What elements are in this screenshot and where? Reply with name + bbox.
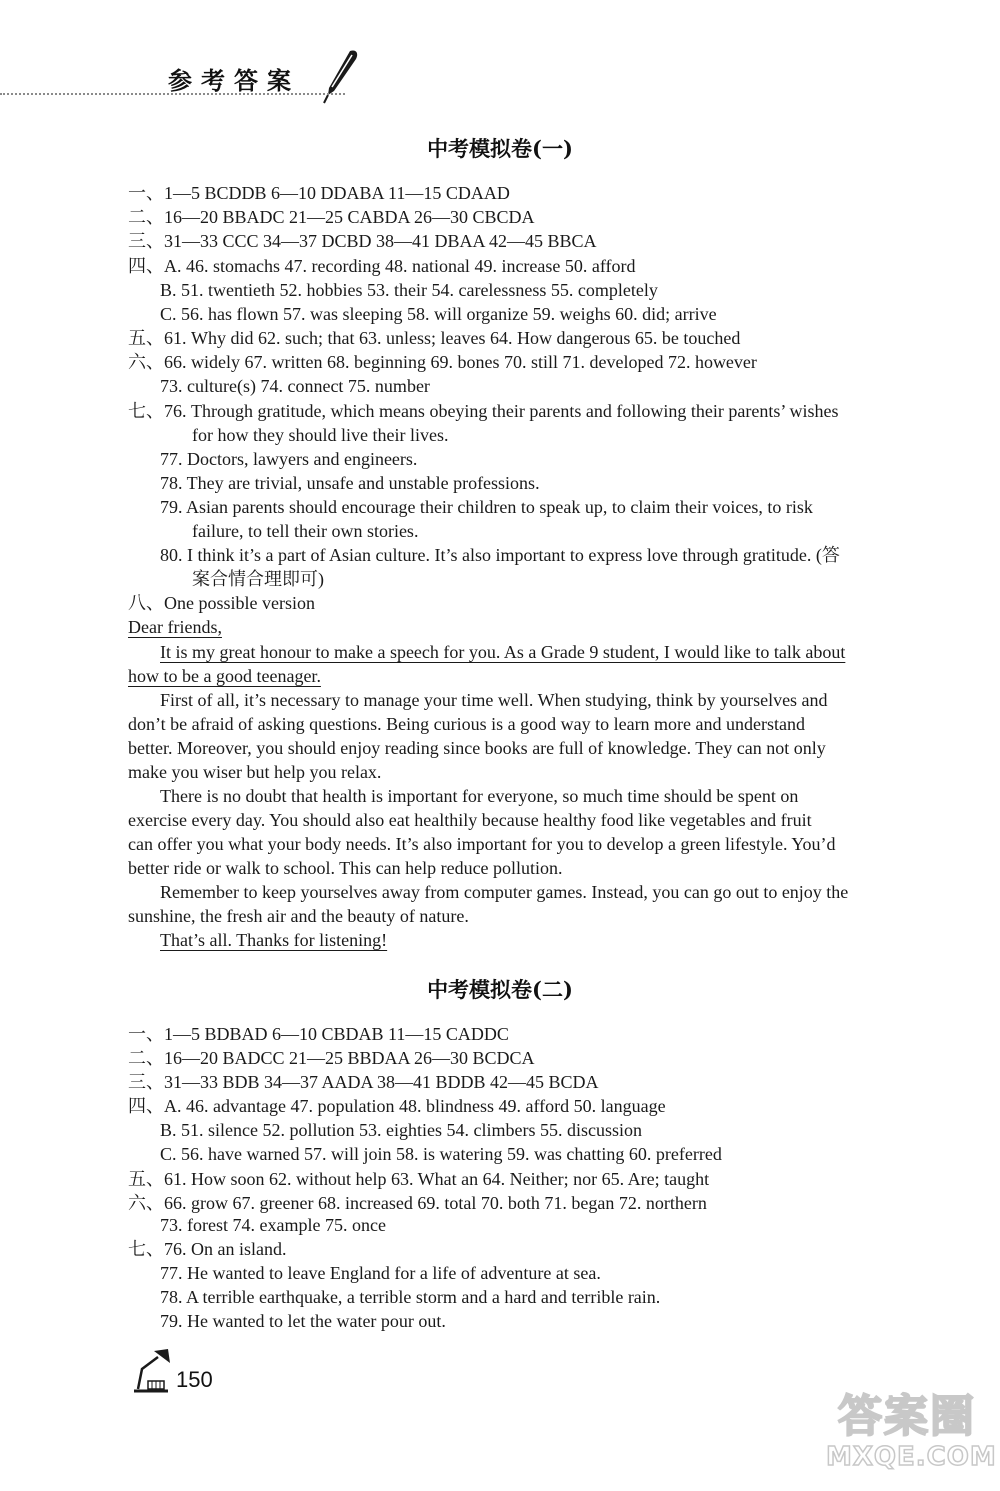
answer-line: 79. He wanted to let the water pour out. — [160, 1311, 446, 1331]
answer-line: 四、A. 46. stomachs 47. recording 48. national 49. increase 50. afford — [128, 256, 636, 276]
essay-line: There is no doubt that health is important for everyone, so much time should be spent on — [160, 786, 799, 806]
essay-line: better. Moreover, you should enjoy reading since books are full of knowledge. They can not only — [128, 738, 826, 758]
answer-line: 三、31—33 CCC 34—37 DCBD 38—41 DBAA 42—45 BBCA — [128, 231, 597, 251]
answer-line: 五、61. Why did 62. such; that 63. unless; leaves 64. How dangerous 65. be touched — [128, 328, 741, 348]
answer-line: 77. He wanted to leave England for a life of adventure at sea. — [160, 1263, 601, 1283]
essay-line: It is my great honour to make a speech for you. As a Grade 9 student, I would like to talk about — [160, 642, 846, 662]
answer-line: for how they should live their lives. — [192, 425, 449, 445]
watermark-site: MXQE.COM — [826, 1442, 997, 1472]
answer-line: B. 51. twentieth 52. hobbies 53. their 54. carelessness 55. completely — [160, 280, 658, 300]
header-title: 参考答案 — [168, 67, 300, 95]
answer-line: 二、16—20 BADCC 21—25 BBDAA 26—30 BCDCA — [128, 1048, 535, 1068]
answer-line: C. 56. has flown 57. was sleeping 58. will organize 59. weighs 60. did; arrive — [160, 304, 717, 324]
answer-line: C. 56. have warned 57. will join 58. is watering 59. was chatting 60. preferred — [160, 1144, 722, 1164]
answer-line: 八、One possible version — [128, 593, 315, 613]
header-divider — [0, 93, 345, 95]
answer-line: 73. forest 74. example 75. once — [160, 1215, 386, 1235]
essay-line: First of all, it’s necessary to manage your time well. When studying, think by yourselves and — [160, 690, 828, 710]
answer-line: failure, to tell their own stories. — [192, 521, 419, 541]
answer-line: 79. Asian parents should encourage their children to speak up, to claim their voices, to risk — [160, 497, 813, 517]
answer-line: 四、A. 46. advantage 47. population 48. blindness 49. afford 50. language — [128, 1096, 666, 1116]
answer-line: 五、61. How soon 62. without help 63. What an 64. Neither; nor 65. Are; taught — [128, 1169, 710, 1189]
answer-line: 一、1—5 BDBAD 6—10 CBDAB 11—15 CADDC — [128, 1024, 509, 1044]
essay-line: Remember to keep yourselves away from computer games. Instead, you can go out to enjoy the — [160, 882, 849, 902]
page-number: 150 — [176, 1367, 213, 1392]
essay-line: can offer you what your body needs. It’s also important for you to develop a green lifestyle. You’d — [128, 834, 836, 854]
answer-line: B. 51. silence 52. pollution 53. eighties 54. climbers 55. discussion — [160, 1120, 642, 1140]
pen-icon — [312, 47, 362, 107]
answer-line: 73. culture(s) 74. connect 75. number — [160, 376, 430, 396]
site-watermark — [826, 1380, 996, 1488]
answer-line: 77. Doctors, lawyers and engineers. — [160, 449, 418, 469]
answer-line: 三、31—33 BDB 34—37 AADA 38—41 BDDB 42—45 BCDA — [128, 1072, 599, 1092]
essay-line: better ride or walk to school. This can help reduce pollution. — [128, 858, 563, 878]
essay-line: make you wiser but help you relax. — [128, 762, 382, 782]
section-title-1: 中考模拟卷(一) — [427, 136, 573, 161]
page-header — [0, 55, 1000, 105]
answer-line: 78. They are trivial, unsafe and unstable professions. — [160, 473, 540, 493]
essay-line: don’t be afraid of asking questions. Being curious is a good way to learn more and understand — [128, 714, 806, 734]
answer-line: 七、76. On an island. — [128, 1239, 287, 1259]
answer-line: 二、16—20 BBADC 21—25 CABDA 26—30 CBCDA — [128, 207, 535, 227]
watermark-logo: 答案圈 — [838, 1391, 976, 1442]
section-title-2: 中考模拟卷(二) — [427, 977, 573, 1002]
desk-lamp-icon — [128, 1345, 174, 1395]
answer-line: 80. I think it’s a part of Asian culture. It’s also important to express love through gratitude. (答 — [160, 545, 840, 565]
essay-line: exercise every day. You should also eat healthily because healthy food like vegetables and fruit — [128, 810, 812, 830]
answer-line: 六、66. widely 67. written 68. beginning 69. bones 70. still 71. developed 72. however — [128, 352, 757, 372]
answer-line: 六、66. grow 67. greener 68. increased 69. total 70. both 71. began 72. northern — [128, 1193, 707, 1213]
essay-line: That’s all. Thanks for listening! — [160, 930, 388, 950]
essay-line: how to be a good teenager. — [128, 666, 321, 686]
essay-line: sunshine, the fresh air and the beauty of nature. — [128, 906, 469, 926]
answer-line: 七、76. Through gratitude, which means obeying their parents and following their parents’ wishes — [128, 401, 839, 421]
answer-line: 案合情合理即可) — [192, 569, 324, 589]
essay-salutation: Dear friends, — [128, 617, 222, 637]
answer-line: 78. A terrible earthquake, a terrible storm and a hard and terrible rain. — [160, 1287, 661, 1307]
answer-line: 一、1—5 BCDDB 6—10 DDABA 11—15 CDAAD — [128, 183, 510, 203]
